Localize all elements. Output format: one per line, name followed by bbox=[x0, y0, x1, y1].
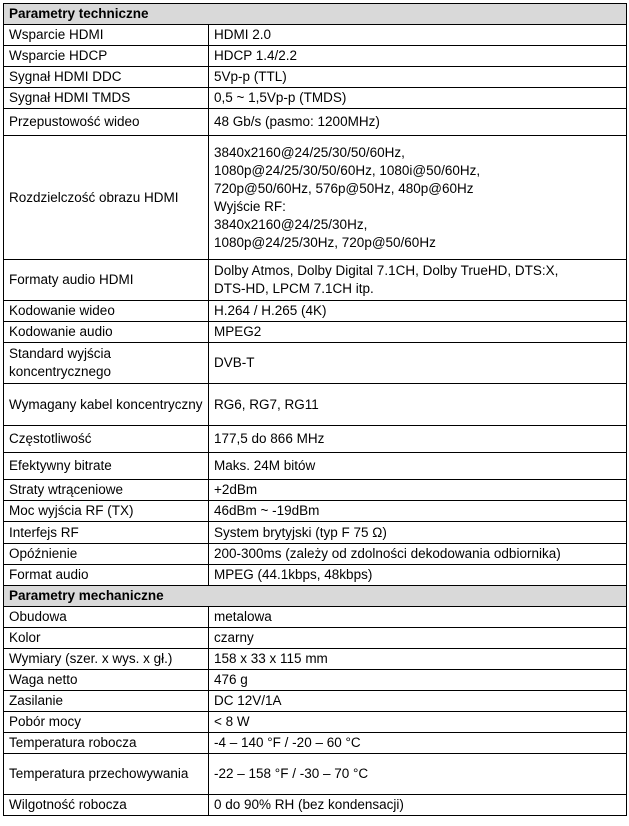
spec-label: Interfejs RF bbox=[4, 522, 209, 544]
spec-label: Kodowanie audio bbox=[4, 322, 209, 343]
spec-value bbox=[209, 88, 627, 109]
spec-label: Opóźnienie bbox=[4, 544, 209, 565]
spec-label: Temperatura przechowywania bbox=[4, 754, 209, 795]
spec-row-temperatura-robocza bbox=[4, 733, 627, 754]
section-title: Parametry techniczne bbox=[4, 4, 627, 25]
spec-label: Zasilanie bbox=[4, 691, 209, 712]
spec-row-straty-wtraceniowe bbox=[4, 480, 627, 501]
spec-value bbox=[209, 607, 627, 628]
spec-value bbox=[209, 501, 627, 522]
spec-value-line: H.264 / H.265 (4K) bbox=[214, 303, 327, 318]
spec-value-line: DVB-T bbox=[214, 355, 255, 370]
spec-value-line: MPEG2 bbox=[214, 324, 262, 339]
spec-value-line: -22 – 158 °F / -30 – 70 °C bbox=[214, 766, 369, 781]
spec-value bbox=[209, 453, 627, 480]
spec-value bbox=[209, 322, 627, 343]
spec-row-format-audio bbox=[4, 565, 627, 586]
spec-row-efektywny-bitrate bbox=[4, 453, 627, 480]
spec-value bbox=[209, 301, 627, 322]
spec-value bbox=[209, 691, 627, 712]
spec-row-wsparcie-hdcp bbox=[4, 46, 627, 67]
spec-label: Formaty audio HDMI bbox=[4, 260, 209, 301]
spec-row-kolor bbox=[4, 628, 627, 649]
spec-value-line: 48 Gb/s (pasmo: 1200MHz) bbox=[214, 114, 380, 129]
spec-row-opoznienie bbox=[4, 544, 627, 565]
spec-value bbox=[209, 544, 627, 565]
spec-value bbox=[209, 46, 627, 67]
spec-value bbox=[209, 67, 627, 88]
spec-value-line: Maks. 24M bitów bbox=[214, 458, 316, 473]
spec-label: Straty wtrąceniowe bbox=[4, 480, 209, 501]
spec-row-wymiary-szer-x-wys-x-gl bbox=[4, 649, 627, 670]
spec-value bbox=[209, 754, 627, 795]
spec-row-rozdzielczosc-obrazu-hdmi bbox=[4, 136, 627, 260]
spec-value-line: 3840x2160@24/25/30Hz, bbox=[214, 216, 368, 232]
spec-value-line: 476 g bbox=[214, 672, 248, 687]
specifications-table bbox=[3, 3, 627, 816]
spec-value-line: Dolby Atmos, Dolby Digital 7.1CH, Dolby TrueHD, DTS:X, bbox=[214, 263, 559, 278]
spec-row-wilgotnosc-robocza bbox=[4, 795, 627, 816]
spec-label: Wilgotność robocza bbox=[4, 795, 209, 816]
spec-label: Standard wyjścia koncentrycznego bbox=[4, 343, 209, 384]
spec-value-line: 720p@50/60Hz, 576p@50Hz, 480p@60Hz bbox=[214, 180, 474, 196]
spec-value-line: 0,5 ~ 1,5Vp-p (TMDS) bbox=[214, 90, 347, 105]
spec-row-interfejs-rf bbox=[4, 522, 627, 544]
spec-row-formaty-audio-hdmi bbox=[4, 260, 627, 301]
spec-value-line: HDCP 1.4/2.2 bbox=[214, 48, 298, 63]
spec-label: Obudowa bbox=[4, 607, 209, 628]
spec-value-line: 158 x 33 x 115 mm bbox=[214, 651, 328, 666]
section-header-row bbox=[4, 4, 627, 25]
spec-value bbox=[209, 733, 627, 754]
spec-value bbox=[209, 649, 627, 670]
spec-row-wymagany-kabel-koncentryczny bbox=[4, 384, 627, 426]
spec-value-line: MPEG (44.1kbps, 48kbps) bbox=[214, 567, 373, 582]
spec-value bbox=[209, 670, 627, 691]
spec-value-line: 200-300ms (zależy od zdolności dekodowania odbiornika) bbox=[214, 546, 561, 561]
spec-row-waga-netto bbox=[4, 670, 627, 691]
spec-value bbox=[209, 565, 627, 586]
spec-value-line: 177,5 do 866 MHz bbox=[214, 431, 325, 446]
spec-row-wsparcie-hdmi bbox=[4, 25, 627, 46]
spec-label: Format audio bbox=[4, 565, 209, 586]
spec-label: Wymiary (szer. x wys. x gł.) bbox=[4, 649, 209, 670]
spec-value bbox=[209, 426, 627, 453]
spec-value bbox=[209, 343, 627, 384]
spec-row-temperatura-przechowywania bbox=[4, 754, 627, 795]
spec-value-line: 46dBm ~ -19dBm bbox=[214, 503, 320, 518]
spec-value-line: -4 – 140 °F / -20 – 60 °C bbox=[214, 735, 361, 750]
spec-label: Efektywny bitrate bbox=[4, 453, 209, 480]
spec-value-line: 3840x2160@24/25/30/50/60Hz, bbox=[214, 144, 405, 160]
spec-value bbox=[209, 25, 627, 46]
spec-value-line: 5Vp-p (TTL) bbox=[214, 69, 287, 84]
spec-value-line: DTS-HD, LPCM 7.1CH itp. bbox=[214, 281, 374, 296]
spec-row-sygnal-hdmi-tmds bbox=[4, 88, 627, 109]
spec-value bbox=[209, 260, 627, 301]
spec-value-line: +2dBm bbox=[214, 482, 258, 497]
spec-label: Waga netto bbox=[4, 670, 209, 691]
spec-value bbox=[209, 480, 627, 501]
spec-row-kodowanie-wideo bbox=[4, 301, 627, 322]
spec-label: Sygnał HDMI DDC bbox=[4, 67, 209, 88]
spec-row-kodowanie-audio bbox=[4, 322, 627, 343]
spec-value-line: 1080p@24/25/30Hz, 720p@50/60Hz bbox=[214, 234, 436, 250]
spec-value-line: metalowa bbox=[214, 609, 272, 624]
spec-value bbox=[209, 522, 627, 544]
spec-value bbox=[209, 384, 627, 426]
spec-value-line: Wyjście RF: bbox=[214, 198, 286, 214]
spec-value bbox=[209, 628, 627, 649]
spec-label: Rozdzielczość obrazu HDMI bbox=[4, 136, 209, 260]
spec-label: Wymagany kabel koncentryczny bbox=[4, 384, 209, 426]
spec-label: Kodowanie wideo bbox=[4, 301, 209, 322]
spec-row-sygnal-hdmi-ddc bbox=[4, 67, 627, 88]
spec-value bbox=[209, 712, 627, 733]
spec-value bbox=[209, 795, 627, 816]
spec-row-czestotliwosc bbox=[4, 426, 627, 453]
spec-value bbox=[209, 109, 627, 136]
spec-row-standard-wyjscia-koncentrycznego bbox=[4, 343, 627, 384]
section-title: Parametry mechaniczne bbox=[4, 586, 627, 607]
spec-value-line: RG6, RG7, RG11 bbox=[214, 396, 319, 412]
spec-value-line: HDMI 2.0 bbox=[214, 27, 272, 42]
spec-value-line: 1080p@24/25/30/50/60Hz, 1080i@50/60Hz, bbox=[214, 162, 481, 178]
spec-label: Pobór mocy bbox=[4, 712, 209, 733]
spec-value-line: czarny bbox=[214, 630, 254, 645]
spec-label: Sygnał HDMI TMDS bbox=[4, 88, 209, 109]
spec-value-line: 0 do 90% RH (bez kondensacji) bbox=[214, 797, 404, 812]
spec-row-moc-wyjscia-rf-tx bbox=[4, 501, 627, 522]
spec-label: Kolor bbox=[4, 628, 209, 649]
spec-row-obudowa bbox=[4, 607, 627, 628]
spec-value-line: DC 12V/1A bbox=[214, 693, 282, 708]
spec-row-przepustowosc-wideo bbox=[4, 109, 627, 136]
specifications-body bbox=[4, 4, 627, 816]
spec-row-zasilanie bbox=[4, 691, 627, 712]
spec-value-line: System brytyjski (typ F 75 Ω) bbox=[214, 524, 387, 540]
section-header-row bbox=[4, 586, 627, 607]
spec-row-pobor-mocy bbox=[4, 712, 627, 733]
spec-label: Moc wyjścia RF (TX) bbox=[4, 501, 209, 522]
spec-label: Temperatura robocza bbox=[4, 733, 209, 754]
spec-value bbox=[209, 136, 627, 260]
spec-label: Częstotliwość bbox=[4, 426, 209, 453]
spec-label: Wsparcie HDCP bbox=[4, 46, 209, 67]
spec-value-line: < 8 W bbox=[214, 714, 250, 729]
spec-label: Wsparcie HDMI bbox=[4, 25, 209, 46]
spec-label: Przepustowość wideo bbox=[4, 109, 209, 136]
